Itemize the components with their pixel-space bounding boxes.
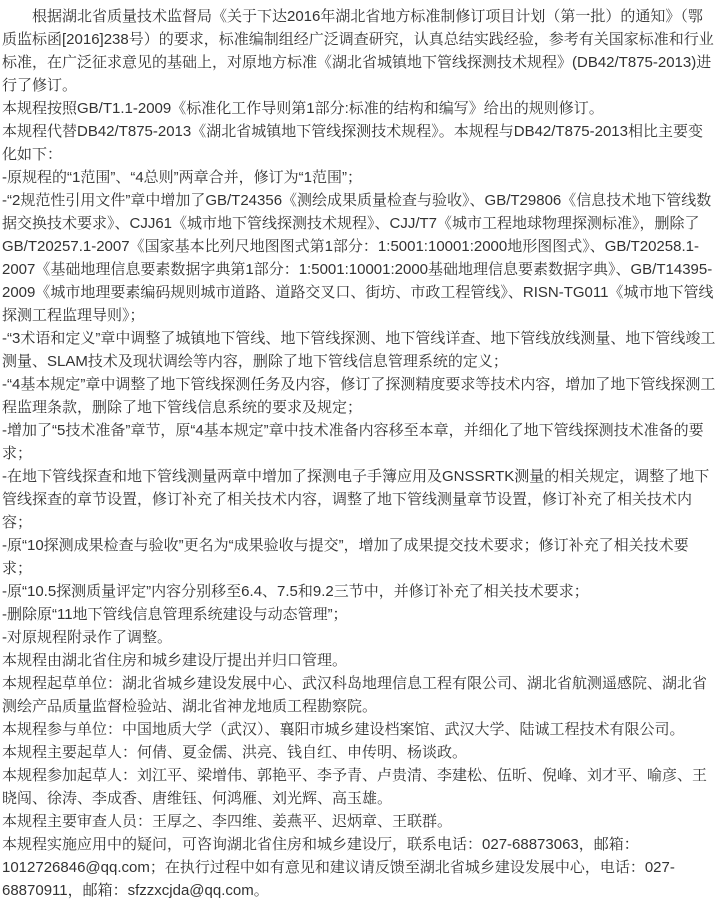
paragraph-reviewers: 本规程主要审查人员：王厚之、李四维、姜燕平、迟炳章、王联群。 <box>2 813 453 830</box>
paragraph-intro: 根据湖北省质量技术监督局《关于下达2016年湖北省地方标准制修订项目计划（第一批）的通知》（鄂质监标函[2016]238号）的要求，标准编制组经广泛调查研究，认真总结实践经验，参考有关国家标准和行业标准，在广泛征求意见的基础上，对原地方标准《湖北省城镇地下管线探测技术规程》(DB42/T875-2013)进行了修订。 <box>2 8 714 94</box>
change-item-basic-provisions: -“4基本规定”章中调整了地下管线探测任务及内容，修订了探测精度要求等技术内容，增加了地下管线探测工程监理条款，删除了地下管线信息系统的要求及规定； <box>2 376 716 416</box>
change-item-terms-definitions: -“3术语和定义”章中调整了城镇地下管线、地下管线探测、地下管线详查、地下管线放线测量、地下管线竣工测量、SLAM技术及现状调绘等内容，删除了地下管线信息管理系统的定义； <box>2 330 716 370</box>
change-item-normative-references: -“2规范性引用文件”章中增加了GB/T24356《测绘成果质量检查与验收》、GB/T29806《信息技术地下管线数据交换技术要求》、CJJ61《城市地下管线探测技术规程》、CJJ/T7《城市工程地球物理探测标准》，删除了GB/T20257.1-2007《国家基本比列尺地图图式第1部分：1:5001:10001:2000地形图图式》、GB/T20258.1-2007《基础地理信息要素数据字典第1部分：1:5001:10001:2000基础地理信息要素数据字典》、GB/T14395-2009《城市地理要素编码规则城市道路、道路交叉口、街坊、市政工程管线》、RISN-TG011《城市地下管线探测工程监理导则》； <box>2 192 714 324</box>
change-item-appendix: -对原规程附录作了调整。 <box>2 629 172 646</box>
paragraph-contact-info: 本规程实施应用中的疑问，可咨询湖北省住房和城乡建设厅，联系电话：027-68873063，邮箱：1012726846@qq.com；在执行过程中如有意见和建议请反馈至湖北省城乡建设发展中心，电话：027-68870911，邮箱：sfzzxcjda@qq.com。 <box>2 836 675 899</box>
change-item-scope: -原规程的“1范围”、“4总则”两章合并，修订为“1范围”； <box>2 169 362 186</box>
paragraph-participating-units: 本规程参与单位：中国地质大学（武汉）、襄阳市城乡建设档案馆、武汉大学、陆诚工程技术有限公司。 <box>2 721 685 738</box>
change-item-quality-evaluation: -原“10.5探测质量评定”内容分别移至6.4、7.5和9.2三节中，并修订补充了相关技术要求； <box>2 583 589 600</box>
change-item-survey-measurement: -在地下管线探查和地下管线测量两章中增加了探测电子手簿应用及GNSSRTK测量的相关规定，调整了地下管线探查的章节设置，修订补充了相关技术内容，调整了地下管线测量章节设置，修订补充了相关技术内容； <box>2 468 710 531</box>
change-item-technical-preparation: -增加了“5技术准备”章节，原“4基本规定”章中技术准备内容移至本章，并细化了地下管线探测技术准备的要求； <box>2 422 704 462</box>
paragraph-issuing-authority: 本规程由湖北省住房和城乡建设厅提出并归口管理。 <box>2 652 348 669</box>
change-item-deleted-chapter11: -删除原“11地下管线信息管理系统建设与动态管理”； <box>2 606 348 623</box>
paragraph-replaces: 本规程代替DB42/T875-2013《湖北省城镇地下管线探测技术规程》。本规程与DB42/T875-2013相比主要变化如下： <box>2 123 703 163</box>
paragraph-additional-drafters: 本规程参加起草人：刘江平、梁增伟、郭艳平、李予青、卢贵清、李建松、伍昕、倪峰、刘才平、喻彦、王晓闯、徐涛、李成香、唐维钰、何鸿雁、刘光辉、高玉雄。 <box>2 767 708 807</box>
change-item-acceptance-rename: -原“10探测成果检查与验收”更名为“成果验收与提交”，增加了成果提交技术要求；修订补充了相关技术要求； <box>2 537 689 577</box>
paragraph-rule-basis: 本规程按照GB/T1.1-2009《标准化工作导则第1部分:标准的结构和编写》给出的规则修订。 <box>2 100 604 117</box>
paragraph-main-drafters: 本规程主要起草人：何倩、夏金儒、洪亮、钱自红、申传明、杨谈政。 <box>2 744 468 761</box>
paragraph-drafting-units: 本规程起草单位：湖北省城乡建设发展中心、武汉科岛地理信息工程有限公司、湖北省航测遥感院、湖北省测绘产品质量监督检验站、湖北省神龙地质工程勘察院。 <box>2 675 708 715</box>
